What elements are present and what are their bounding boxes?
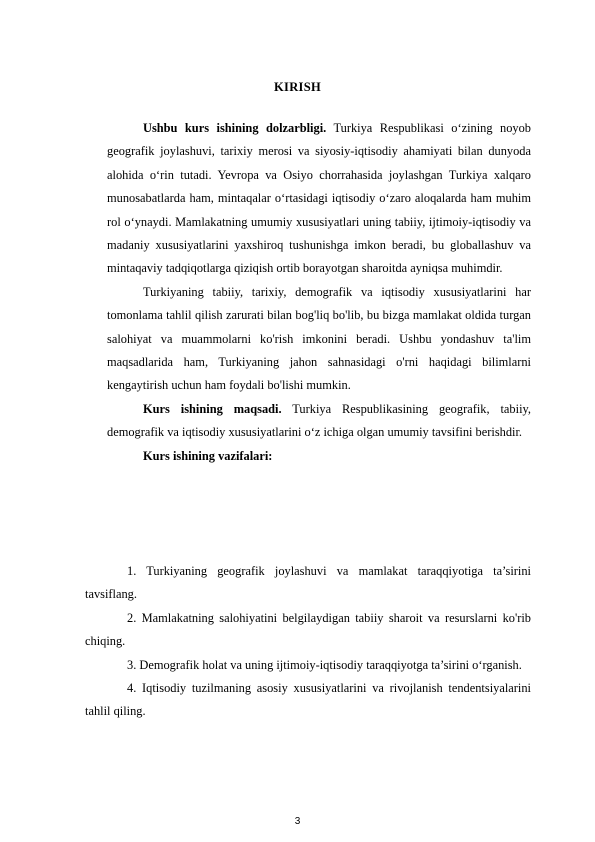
paragraph-analysis xyxy=(107,281,531,398)
relevance-heading: Ushbu kurs ishining dolzarbligi. xyxy=(143,121,327,135)
list-item-number: 4. xyxy=(127,681,137,696)
list-item xyxy=(85,607,531,654)
analysis-text: Turkiyaning tabiiy, tarixiy, demografik va iqtisodiy xususiyatlarini har tomonlama tahlil qilish zarurati bilan bog'liq bo'lib, bu bizga mamlakat oldida turgan salohiyat va muammolarni ko'rish imkonini beradi. Ushbu yondashuv ta'lim maqsadlarida ham, Turkiyaning jahon sahnasidagi o'rni haqidagi bilimlarni kengaytirish uchun ham foydali bo'lishi mumkin. xyxy=(107,284,531,393)
paragraph-tasks-heading xyxy=(107,445,531,468)
list-item-number: 2. xyxy=(127,610,137,625)
goal-heading: Kurs ishining maqsadi. xyxy=(143,401,282,416)
list-item-text: Demografik holat va uning ijtimoiy-iqtisodiy taraqqiyotga ta’sirini o‘rganish. xyxy=(139,657,522,672)
list-item xyxy=(85,677,531,724)
tasks-heading: Kurs ishining vazifalari: xyxy=(143,448,273,463)
paragraph-relevance xyxy=(107,117,531,281)
list-item xyxy=(85,654,531,677)
page-title: KIRISH xyxy=(274,80,321,94)
page-number: 3 xyxy=(294,816,301,827)
list-item-number: 3. xyxy=(127,657,137,672)
paragraph-goal xyxy=(107,398,531,445)
tasks-list xyxy=(85,560,531,724)
list-item xyxy=(85,560,531,607)
list-item-number: 1. xyxy=(127,564,137,578)
relevance-text: Turkiya Respublikasi o‘zining noyob geografik joylashuvi, tarixiy merosi va siyosiy-iqtisodiy ahamiyati bilan dunyoda alohida o‘rin tutadi. Yevropa va Osiyo chorrahasida joylashgan Turkiya xalqaro munosabatlarda ham, mintaqalar o‘rtasidagi iqtisodiy o‘zaro aloqalarda ham muhim rol o‘ynaydi. Mamlakatning umumiy xususiyatlari uning tabiiy, ijtimoiy-iqtisodiy va madaniy xususiyatlarini yaxshiroq tushunishga imkon beradi, bu globallashuv va mintaqaviy tadqiqotlarga qiziqish ortib borayotgan sharoitda ayniqsa muhimdir. xyxy=(107,121,531,276)
goal-text: Turkiya Respublikasining geografik, tabiiy, demografik va iqtisodiy xususiyatlarini o‘z ichiga olgan umumiy tavsifini berishdir. xyxy=(107,401,531,440)
list-item-text: Turkiyaning geografik joylashuvi va mamlakat taraqqiyotiga ta’sirini tavsiflang. xyxy=(85,564,531,602)
intro-body xyxy=(107,117,531,468)
list-item-text: Iqtisodiy tuzilmaning asosiy xususiyatlarini va rivojlanish tendentsiyalarini tahlil qiling. xyxy=(85,681,531,719)
list-item-text: Mamlakatning salohiyatini belgilaydigan tabiiy sharoit va resurslarni ko'rib chiqing. xyxy=(85,610,531,649)
